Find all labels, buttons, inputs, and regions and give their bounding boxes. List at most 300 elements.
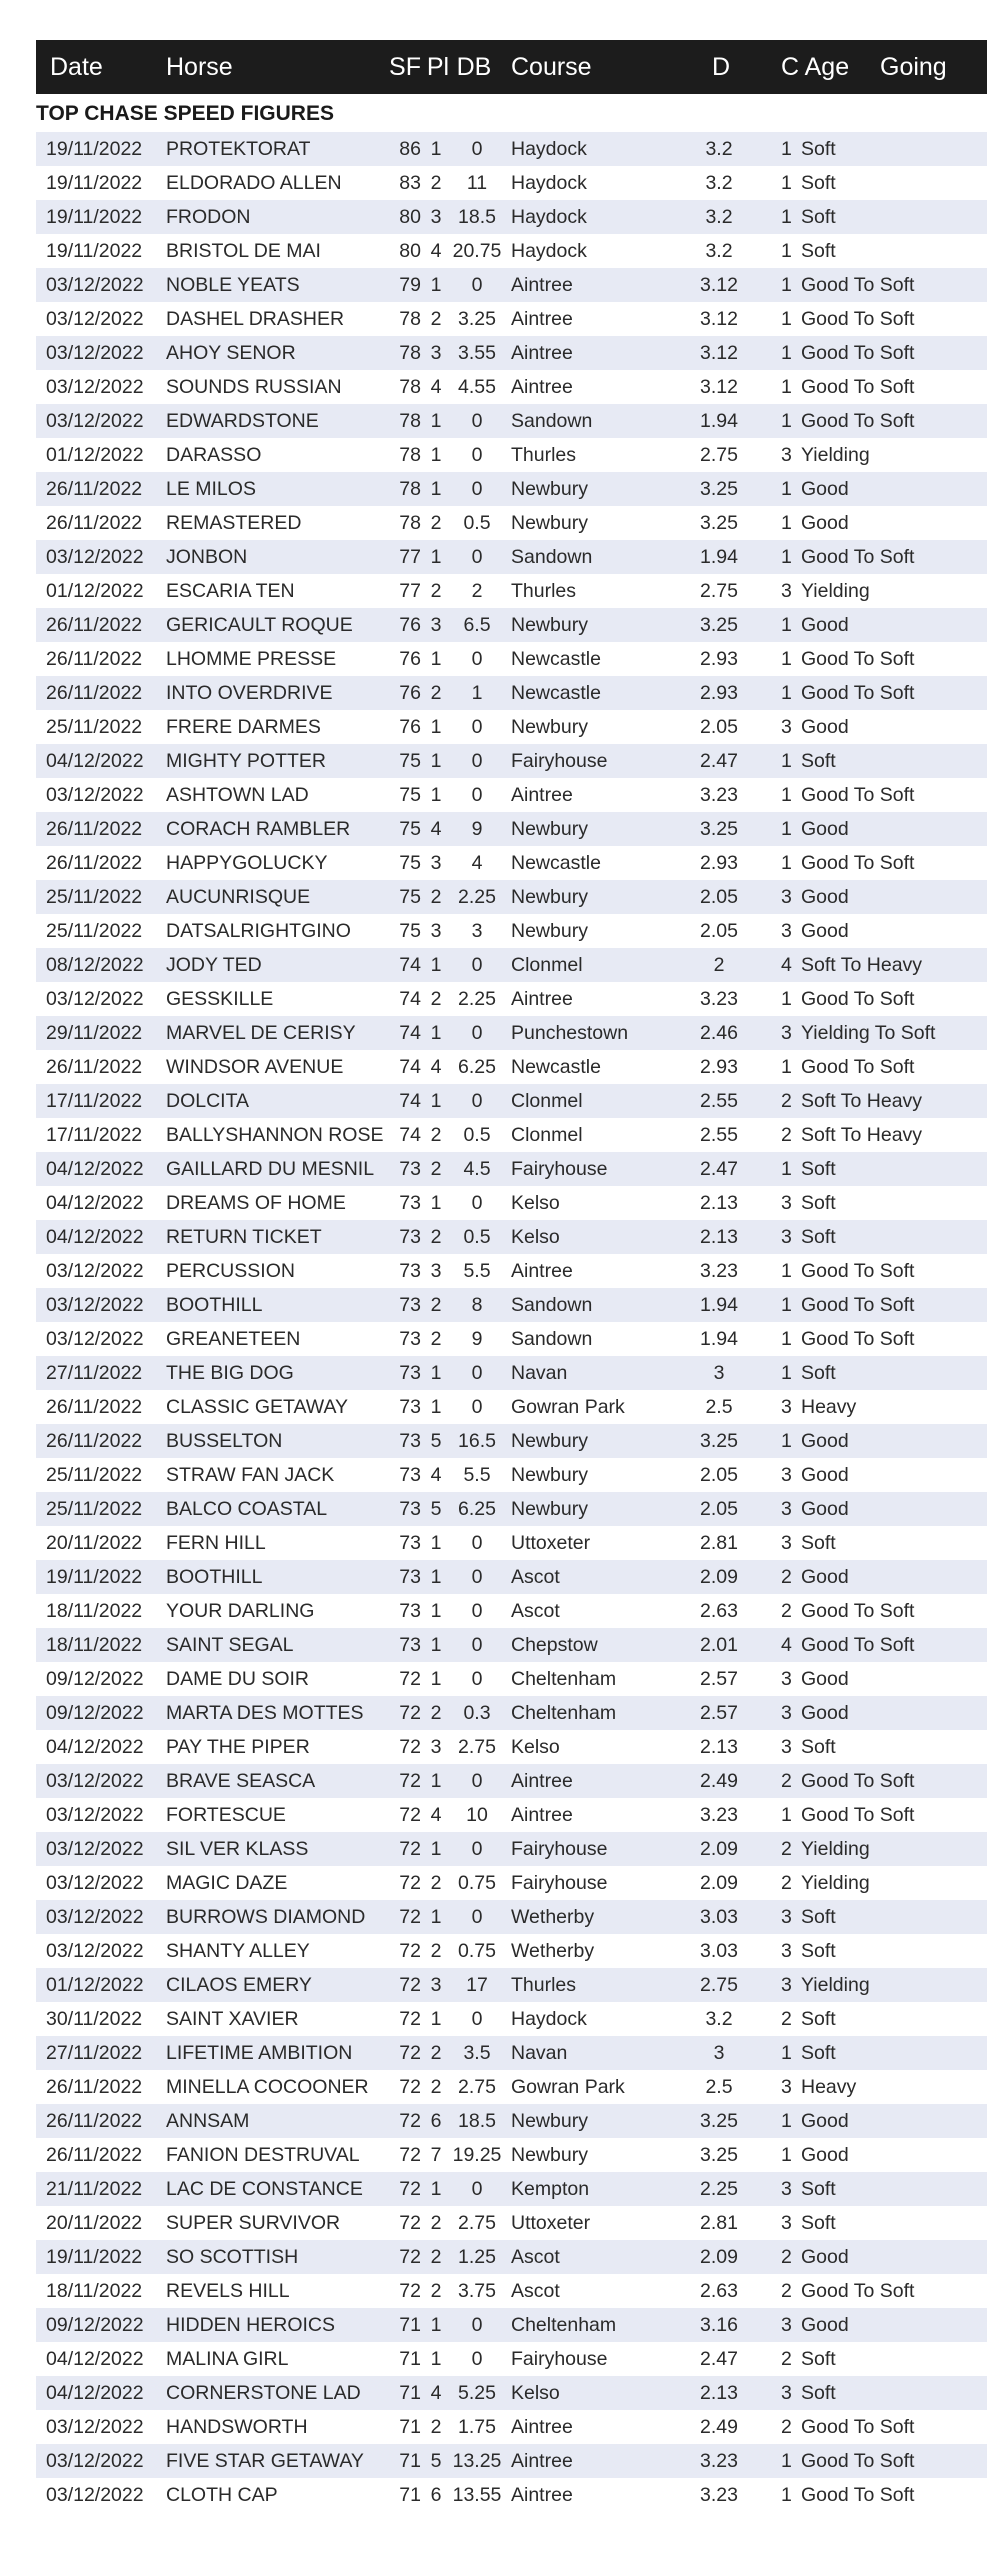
cell-c: 2 (781, 1770, 792, 1792)
cell-sf: 71 (399, 2314, 421, 2336)
cell-date: 04/12/2022 (46, 1736, 144, 1758)
cell-date: 26/11/2022 (46, 1396, 143, 1418)
cell-c: 2 (781, 1124, 792, 1146)
cell-db: 5.5 (463, 1260, 491, 1282)
cell-going: Soft (801, 1906, 836, 1928)
cell-db: 3.25 (458, 308, 496, 330)
cell-pl: 1 (430, 2008, 442, 2030)
cell-pl: 7 (430, 2144, 442, 2166)
cell-course: Aintree (511, 376, 573, 398)
cell-date: 19/11/2022 (46, 1566, 143, 1588)
cell-d: 2.47 (700, 2348, 738, 2370)
cell-horse: BALCO COASTAL (166, 1498, 328, 1520)
cell-db: 18.5 (458, 206, 496, 228)
cell-sf: 72 (399, 1736, 421, 1758)
cell-db: 5.25 (458, 2382, 496, 2404)
cell-horse: RETURN TICKET (166, 1226, 322, 1248)
cell-sf: 72 (399, 2246, 421, 2268)
cell-course: Wetherby (511, 1940, 595, 1962)
cell-d: 2.47 (700, 750, 738, 772)
cell-d: 2.05 (700, 716, 738, 738)
cell-db: 0 (471, 2348, 483, 2370)
cell-db: 10 (466, 1804, 488, 1826)
cell-horse: EDWARDSTONE (166, 410, 319, 432)
cell-c: 1 (781, 1430, 792, 1452)
cell-course: Sandown (511, 410, 593, 432)
cell-pl: 4 (430, 1056, 442, 1078)
cell-date: 26/11/2022 (46, 2076, 143, 2098)
cell-date: 03/12/2022 (46, 988, 144, 1010)
cell-horse: AUCUNRISQUE (166, 886, 311, 908)
cell-going: Good (801, 2246, 849, 2268)
cell-date: 04/12/2022 (46, 1226, 144, 1248)
cell-course: Clonmel (511, 1124, 583, 1146)
cell-course: Clonmel (511, 1090, 583, 1112)
cell-sf: 74 (399, 954, 421, 976)
cell-pl: 6 (430, 2110, 442, 2132)
cell-pl: 2 (430, 1328, 442, 1350)
cell-sf: 75 (399, 818, 421, 840)
cell-going: Yielding (801, 1974, 870, 1996)
cell-d: 2.93 (700, 682, 738, 704)
cell-pl: 1 (430, 1566, 442, 1588)
cell-horse: GESSKILLE (166, 988, 274, 1010)
cell-horse: SHANTY ALLEY (166, 1940, 310, 1962)
cell-sf: 73 (399, 1464, 421, 1486)
cell-going: Good To Soft (801, 1634, 915, 1656)
cell-course: Newbury (511, 1464, 588, 1486)
cell-db: 0 (471, 1192, 483, 1214)
cell-going: Soft (801, 750, 836, 772)
cell-pl: 2 (430, 2416, 442, 2438)
cell-horse: PAY THE PIPER (166, 1736, 310, 1758)
table-row (36, 472, 987, 506)
table-row (36, 982, 987, 1016)
cell-date: 26/11/2022 (46, 682, 143, 704)
cell-db: 2 (471, 580, 483, 602)
cell-c: 3 (781, 2076, 792, 2098)
cell-sf: 71 (399, 2450, 421, 2472)
cell-date: 26/11/2022 (46, 512, 143, 534)
cell-pl: 4 (430, 1464, 442, 1486)
cell-horse: PERCUSSION (166, 1260, 295, 1282)
cell-date: 17/11/2022 (46, 1090, 143, 1112)
cell-c: 1 (781, 614, 792, 636)
table-row (36, 2138, 987, 2172)
cell-c: 1 (781, 988, 792, 1010)
cell-d: 3.23 (700, 988, 738, 1010)
cell-going: Good To Soft (801, 2484, 915, 2506)
cell-db: 11 (466, 172, 488, 194)
cell-d: 2.93 (700, 1056, 738, 1078)
cell-pl: 3 (430, 920, 442, 942)
cell-sf: 73 (399, 1566, 421, 1588)
cell-date: 03/12/2022 (46, 1770, 144, 1792)
cell-db: 4.5 (463, 1158, 491, 1180)
cell-course: Newbury (511, 716, 588, 738)
cell-going: Good To Soft (801, 1328, 915, 1350)
cell-db: 0 (471, 274, 483, 296)
cell-date: 26/11/2022 (46, 648, 143, 670)
table-row (36, 1798, 987, 1832)
cell-pl: 1 (430, 274, 442, 296)
cell-horse: BUSSELTON (166, 1430, 283, 1452)
cell-course: Fairyhouse (511, 2348, 608, 2370)
cell-horse: CORNERSTONE LAD (166, 2382, 361, 2404)
cell-sf: 72 (399, 1804, 421, 1826)
cell-sf: 73 (399, 1158, 421, 1180)
header-course: Course (511, 53, 592, 81)
cell-db: 0 (471, 1532, 483, 1554)
table-row (36, 2172, 987, 2206)
cell-pl: 1 (430, 1192, 442, 1214)
cell-pl: 5 (430, 1498, 442, 1520)
cell-c: 1 (781, 1294, 792, 1316)
cell-pl: 2 (430, 172, 442, 194)
cell-d: 2.63 (700, 2280, 738, 2302)
cell-horse: DOLCITA (166, 1090, 250, 1112)
cell-course: Newbury (511, 818, 588, 840)
cell-horse: LIFETIME AMBITION (166, 2042, 353, 2064)
cell-course: Punchestown (511, 1022, 629, 1044)
cell-pl: 5 (430, 1430, 442, 1452)
cell-course: Newbury (511, 2110, 588, 2132)
cell-going: Good To Soft (801, 546, 915, 568)
cell-date: 03/12/2022 (46, 376, 144, 398)
cell-horse: AHOY SENOR (166, 342, 296, 364)
cell-horse: PROTEKTORAT (166, 138, 311, 160)
cell-db: 2.25 (458, 886, 496, 908)
cell-horse: HANDSWORTH (166, 2416, 308, 2438)
cell-going: Good (801, 1702, 849, 1724)
cell-c: 1 (781, 852, 792, 874)
cell-d: 3.25 (700, 1430, 738, 1452)
cell-db: 0.5 (463, 1124, 491, 1146)
cell-course: Thurles (511, 444, 577, 466)
cell-c: 3 (781, 1532, 792, 1554)
cell-date: 09/12/2022 (46, 1668, 144, 1690)
cell-going: Yielding (801, 1872, 870, 1894)
cell-pl: 1 (430, 1090, 442, 1112)
cell-db: 6.25 (458, 1056, 496, 1078)
cell-horse: FANION DESTRUVAL (166, 2144, 360, 2166)
cell-going: Soft (801, 1362, 836, 1384)
table-row (36, 2308, 987, 2342)
cell-going: Good To Soft (801, 1294, 915, 1316)
table-row (36, 2036, 987, 2070)
cell-horse: REMASTERED (166, 512, 302, 534)
cell-sf: 76 (399, 648, 421, 670)
cell-horse: GERICAULT ROQUE (166, 614, 353, 636)
cell-db: 1.75 (458, 2416, 496, 2438)
cell-course: Thurles (511, 1974, 577, 1996)
table-row (36, 1424, 987, 1458)
cell-pl: 2 (430, 1872, 442, 1894)
cell-course: Fairyhouse (511, 1872, 608, 1894)
cell-db: 3.55 (458, 342, 496, 364)
cell-course: Newbury (511, 1430, 588, 1452)
cell-going: Good (801, 1430, 849, 1452)
cell-course: Newcastle (511, 648, 601, 670)
cell-going: Good To Soft (801, 1260, 915, 1282)
cell-horse: BOOTHILL (166, 1566, 263, 1588)
cell-horse: SUPER SURVIVOR (166, 2212, 341, 2234)
table-row (36, 744, 987, 778)
cell-sf: 80 (399, 240, 421, 262)
table-row (36, 1730, 987, 1764)
cell-c: 1 (781, 342, 792, 364)
cell-db: 19.25 (452, 2144, 502, 2166)
cell-d: 2.13 (700, 2382, 738, 2404)
table-row (36, 1696, 987, 1730)
cell-c: 1 (781, 1056, 792, 1078)
cell-horse: JONBON (166, 546, 248, 568)
cell-pl: 1 (430, 2178, 442, 2200)
cell-pl: 1 (430, 750, 442, 772)
cell-date: 03/12/2022 (46, 1260, 144, 1282)
table-row (36, 1356, 987, 1390)
cell-d: 3.23 (700, 2484, 738, 2506)
cell-c: 1 (781, 546, 792, 568)
cell-sf: 75 (399, 920, 421, 942)
cell-course: Haydock (511, 138, 587, 160)
cell-d: 2.49 (700, 2416, 738, 2438)
cell-pl: 2 (430, 1294, 442, 1316)
cell-course: Navan (511, 2042, 568, 2064)
table-row (36, 676, 987, 710)
cell-c: 1 (781, 308, 792, 330)
cell-going: Soft (801, 2178, 836, 2200)
cell-sf: 77 (399, 546, 421, 568)
cell-sf: 72 (399, 2178, 421, 2200)
cell-db: 0 (471, 750, 483, 772)
cell-pl: 4 (430, 240, 442, 262)
cell-horse: DARASSO (166, 444, 262, 466)
cell-course: Sandown (511, 1294, 593, 1316)
table-row (36, 1934, 987, 1968)
cell-c: 3 (781, 1464, 792, 1486)
cell-going: Good (801, 1668, 849, 1690)
cell-d: 2.55 (700, 1124, 738, 1146)
table-row (36, 438, 987, 472)
cell-date: 01/12/2022 (46, 1974, 144, 1996)
cell-d: 2.05 (700, 1498, 738, 1520)
cell-horse: INTO OVERDRIVE (166, 682, 333, 704)
cell-d: 2.09 (700, 2246, 738, 2268)
cell-c: 3 (781, 716, 792, 738)
cell-going: Good (801, 1464, 849, 1486)
cell-pl: 3 (430, 614, 442, 636)
cell-c: 3 (781, 1906, 792, 1928)
cell-going: Good (801, 478, 849, 500)
cell-d: 3.25 (700, 818, 738, 840)
table-row (36, 200, 987, 234)
cell-horse: ANNSAM (166, 2110, 250, 2132)
cell-db: 0.5 (463, 512, 491, 534)
cell-pl: 1 (430, 954, 442, 976)
cell-d: 3.2 (705, 172, 733, 194)
cell-horse: SAINT SEGAL (166, 1634, 294, 1656)
cell-course: Aintree (511, 342, 573, 364)
cell-horse: CLOTH CAP (166, 2484, 278, 2506)
cell-sf: 73 (399, 1328, 421, 1350)
cell-pl: 3 (430, 1974, 442, 1996)
cell-db: 1.25 (458, 2246, 496, 2268)
cell-going: Heavy (801, 1396, 857, 1418)
cell-d: 2.75 (700, 444, 738, 466)
table-row (36, 710, 987, 744)
cell-horse: LHOMME PRESSE (166, 648, 337, 670)
cell-c: 2 (781, 1872, 792, 1894)
cell-c: 1 (781, 1260, 792, 1282)
cell-pl: 2 (430, 2246, 442, 2268)
cell-horse: STRAW FAN JACK (166, 1464, 335, 1486)
cell-d: 3.03 (700, 1906, 738, 1928)
cell-sf: 75 (399, 784, 421, 806)
cell-pl: 2 (430, 580, 442, 602)
cell-date: 26/11/2022 (46, 852, 143, 874)
table-row (36, 914, 987, 948)
cell-going: Good (801, 614, 849, 636)
table-row (36, 1152, 987, 1186)
table-row (36, 506, 987, 540)
cell-d: 3.12 (700, 308, 738, 330)
cell-d: 2.93 (700, 648, 738, 670)
cell-going: Yielding (801, 1838, 870, 1860)
table-row (36, 2206, 987, 2240)
cell-date: 25/11/2022 (46, 1464, 143, 1486)
cell-horse: YOUR DARLING (166, 1600, 315, 1622)
cell-db: 6.5 (463, 614, 491, 636)
cell-going: Soft (801, 1226, 836, 1248)
cell-c: 1 (781, 2450, 792, 2472)
cell-horse: FRERE DARMES (166, 716, 321, 738)
cell-db: 5.5 (463, 1464, 491, 1486)
cell-sf: 77 (399, 580, 421, 602)
cell-pl: 3 (430, 206, 442, 228)
cell-course: Newcastle (511, 852, 601, 874)
table-row (36, 1050, 987, 1084)
cell-pl: 2 (430, 1940, 442, 1962)
cell-c: 1 (781, 138, 792, 160)
cell-course: Ascot (511, 1600, 560, 1622)
cell-horse: MARVEL DE CERISY (166, 1022, 356, 1044)
cell-db: 2.75 (458, 1736, 496, 1758)
cell-going: Good To Soft (801, 308, 915, 330)
cell-course: Newbury (511, 614, 588, 636)
cell-db: 0 (471, 1396, 483, 1418)
cell-pl: 4 (430, 1804, 442, 1826)
cell-going: Good To Soft (801, 648, 915, 670)
cell-d: 2.5 (705, 2076, 733, 2098)
cell-date: 20/11/2022 (46, 1532, 143, 1554)
cell-pl: 1 (430, 1396, 442, 1418)
cell-sf: 73 (399, 1498, 421, 1520)
cell-c: 1 (781, 682, 792, 704)
table-row (36, 234, 987, 268)
cell-d: 3.12 (700, 274, 738, 296)
cell-date: 03/12/2022 (46, 2450, 144, 2472)
cell-d: 3.12 (700, 376, 738, 398)
cell-pl: 1 (430, 648, 442, 670)
cell-sf: 72 (399, 1770, 421, 1792)
cell-course: Sandown (511, 1328, 593, 1350)
section-title: TOP CHASE SPEED FIGURES (36, 102, 334, 125)
cell-date: 03/12/2022 (46, 2416, 144, 2438)
cell-pl: 2 (430, 2042, 442, 2064)
header-date: Date (50, 53, 103, 81)
cell-pl: 5 (430, 2450, 442, 2472)
cell-date: 08/12/2022 (46, 954, 144, 976)
cell-date: 30/11/2022 (46, 2008, 143, 2030)
cell-sf: 72 (399, 1974, 421, 1996)
cell-going: Good To Soft (801, 376, 915, 398)
cell-pl: 1 (430, 546, 442, 568)
cell-d: 2.81 (700, 1532, 738, 1554)
cell-c: 3 (781, 580, 792, 602)
cell-db: 2.75 (458, 2076, 496, 2098)
table-row (36, 778, 987, 812)
cell-db: 9 (471, 1328, 483, 1350)
cell-c: 1 (781, 206, 792, 228)
cell-d: 2.25 (700, 2178, 738, 2200)
cell-horse: ESCARIA TEN (166, 580, 295, 602)
cell-going: Soft (801, 206, 836, 228)
cell-db: 0.75 (458, 1940, 496, 1962)
cell-going: Soft To Heavy (801, 954, 923, 976)
cell-d: 3.23 (700, 2450, 738, 2472)
cell-sf: 73 (399, 1192, 421, 1214)
cell-d: 3 (713, 1362, 725, 1384)
cell-course: Kelso (511, 1192, 560, 1214)
cell-date: 26/11/2022 (46, 478, 143, 500)
cell-date: 18/11/2022 (46, 1634, 143, 1656)
cell-pl: 4 (430, 376, 442, 398)
cell-db: 6.25 (458, 1498, 496, 1520)
cell-sf: 73 (399, 1294, 421, 1316)
table-row (36, 370, 987, 404)
cell-going: Good (801, 2314, 849, 2336)
cell-course: Cheltenham (511, 1702, 617, 1724)
cell-going: Soft (801, 172, 836, 194)
cell-pl: 1 (430, 478, 442, 500)
table-row (36, 2342, 987, 2376)
cell-going: Good (801, 512, 849, 534)
cell-date: 26/11/2022 (46, 2110, 143, 2132)
cell-pl: 1 (430, 444, 442, 466)
table-row (36, 2002, 987, 2036)
cell-db: 0 (471, 1600, 483, 1622)
cell-d: 3.2 (705, 240, 733, 262)
cell-sf: 72 (399, 1872, 421, 1894)
cell-date: 03/12/2022 (46, 1872, 144, 1894)
cell-sf: 72 (399, 1940, 421, 1962)
cell-course: Haydock (511, 2008, 587, 2030)
cell-db: 0 (471, 2314, 483, 2336)
cell-course: Gowran Park (511, 2076, 625, 2098)
cell-d: 2.09 (700, 1838, 738, 1860)
cell-pl: 3 (430, 342, 442, 364)
cell-course: Cheltenham (511, 1668, 617, 1690)
cell-course: Aintree (511, 1260, 573, 1282)
cell-course: Kelso (511, 1736, 560, 1758)
cell-c: 1 (781, 1804, 792, 1826)
cell-date: 25/11/2022 (46, 1498, 143, 1520)
table-header (36, 40, 987, 94)
cell-sf: 75 (399, 750, 421, 772)
cell-date: 29/11/2022 (46, 1022, 143, 1044)
cell-course: Haydock (511, 206, 587, 228)
